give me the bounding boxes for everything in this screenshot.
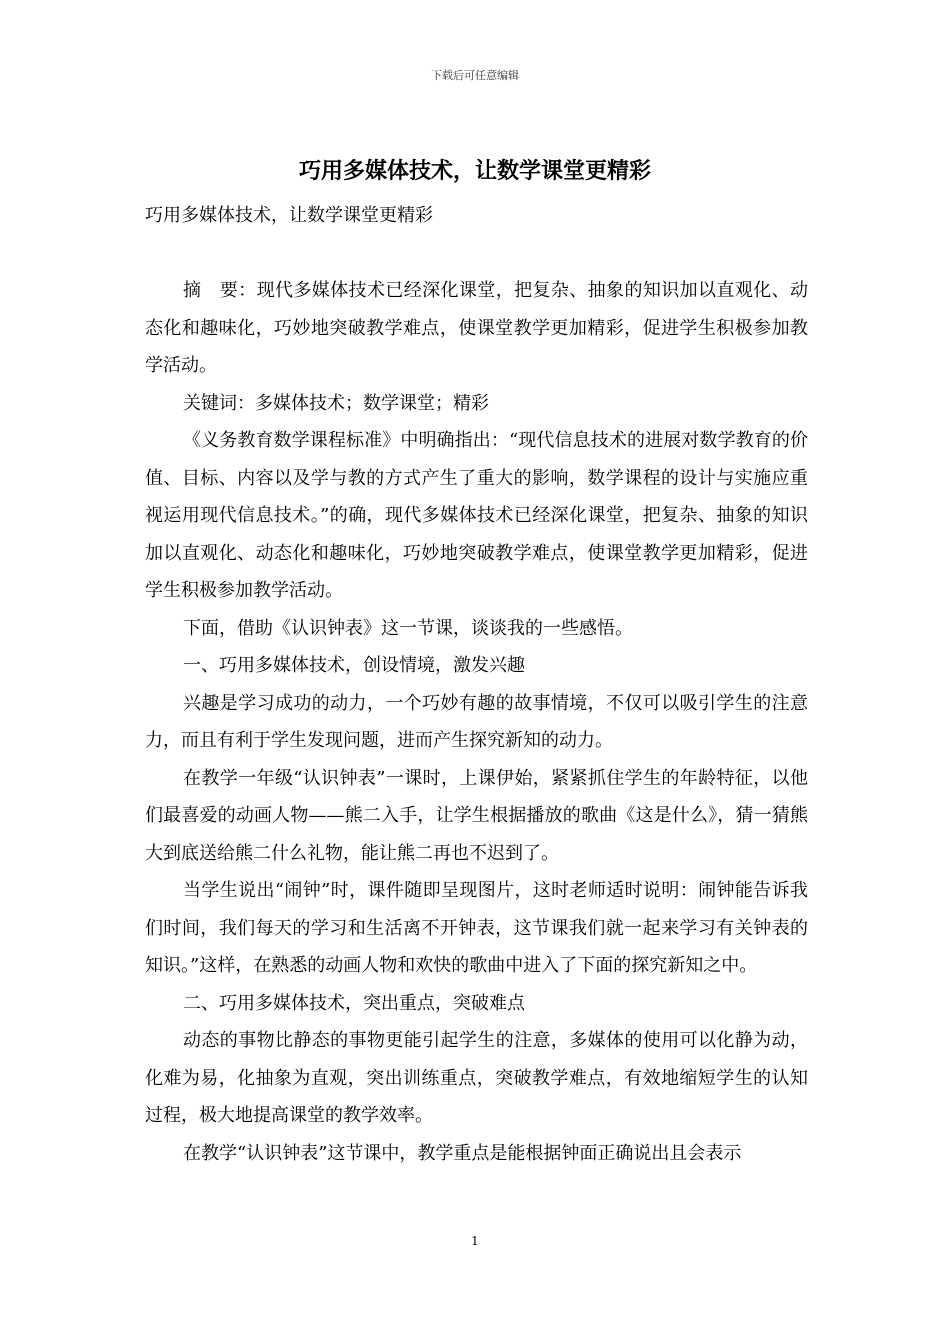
header-note: 下载后可任意编辑 [431,69,519,82]
body-paragraph: 在教学一年级“认识钟表”一课时，上课伊始，紧紧抓住学生的年龄特征，以他们最喜爱的动画人物——熊二入手，让学生根据播放的歌曲《这是什么》，猜一猜熊大到底送给熊二什么礼物，能让熊二再也不迟到了。 [145,767,808,864]
document-title: 巧用多媒体技术，让数学课堂更精彩 [298,158,651,184]
document-subtitle: 巧用多媒体技术，让数学课堂更精彩 [145,205,433,226]
page-number: 1 [471,1234,479,1248]
body-paragraph: 下面，借助《认识钟表》这一节课，谈谈我的一些感悟。 [183,617,633,639]
body-paragraph: 动态的事物比静态的事物更能引起学生的注意，多媒体的使用可以化静为动，化难为易，化抽象为直观，突出训练重点，突破教学难点，有效地缩短学生的认知过程，极大地提高课堂的教学效率。 [145,1030,808,1126]
section-heading: 一、巧用多媒体技术，创设情境，激发兴趣 [183,655,525,676]
section-heading: 二、巧用多媒体技术，突出重点，突破难点 [183,992,525,1014]
body-paragraph: 当学生说出“闹钟”时，课件随即呈现图片，这时老师适时说明：闹钟能告诉我们时间，我们每天的学习和生活离不开钟表，这节课我们就一起来学习有关钟表的知识。”这样，在熟悉的动画人物和欢快的歌曲中进入了下面的探究新知之中。 [145,880,808,976]
body-paragraph: 兴趣是学习成功的动力，一个巧妙有趣的故事情境，不仅可以吸引学生的注意力，而且有利于学生发现问题，进而产生探究新知的动力。 [145,692,808,751]
abstract-paragraph: 摘 要：现代多媒体技术已经深化课堂，把复杂、抽象的知识加以直观化、动态化和趣味化，巧妙地突破教学难点，使课堂教学更加精彩，促进学生积极参加教学活动。 [145,280,808,376]
body-paragraph: 《义务教育数学课程标准》中明确指出：“现代信息技术的进展对数学教育的价值、目标、内容以及学与教的方式产生了重大的影响，数学课程的设计与实施应重视运用现代信息技术。”的确，现代多媒体技术已经深化课堂，把复杂、抽象的知识加以直观化、动态化和趣味化，巧妙地突破教学难点，使课堂教学更加精彩，促进学生积极参加教学活动。 [145,430,808,601]
blank-line [145,235,808,273]
body-paragraph: 在教学“认识钟表”这节课中，教学重点是能根据钟面正确说出且会表示 [183,1142,742,1164]
document-body [145,197,808,1172]
keywords-paragraph: 关键词：多媒体技术；数学课堂；精彩 [183,392,489,414]
